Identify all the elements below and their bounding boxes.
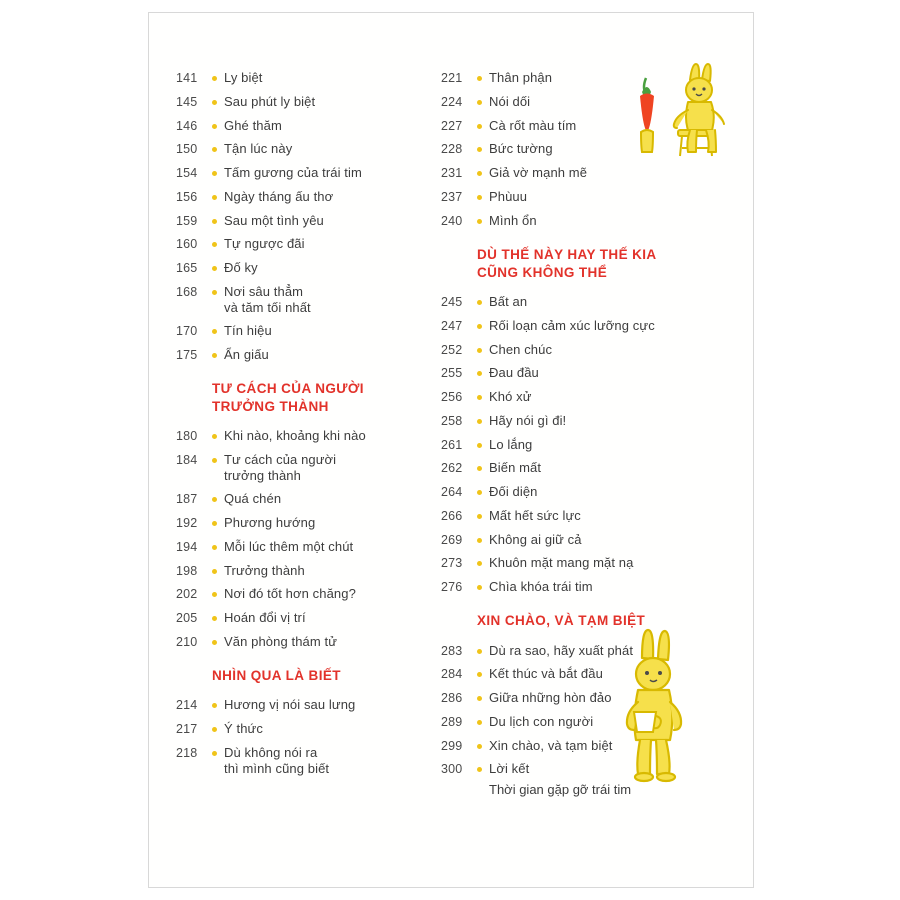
- toc-entry-title: Tận lúc này: [224, 141, 293, 157]
- toc-entry[interactable]: [441, 413, 691, 429]
- bullet-dot-icon: [212, 428, 224, 439]
- toc-page-number: 159: [176, 213, 198, 228]
- bullet-dot-icon: [477, 94, 489, 105]
- bullet-dot-icon: [477, 714, 489, 725]
- toc-section-heading-line1: DÙ THẾ NÀY HAY THẾ KIA: [477, 246, 657, 262]
- toc-page-number: 150: [176, 142, 198, 157]
- toc-entry-title: Thân phận: [489, 70, 553, 85]
- toc-entry-title: Cà rốt màu tím: [489, 117, 577, 133]
- rabbit-holding-cup-illustration: [600, 628, 710, 788]
- toc-section-heading-line1: XIN CHÀO, VÀ TẠM BIỆT: [477, 613, 646, 629]
- toc-entry[interactable]: [441, 437, 691, 453]
- toc-entry[interactable]: [176, 236, 426, 252]
- bullet-dot-icon: [212, 260, 224, 271]
- toc-page-number: 202: [176, 587, 198, 602]
- toc-page-number: 221: [441, 71, 463, 85]
- toc-page-number: 210: [176, 634, 198, 649]
- bullet-dot-icon: [212, 610, 224, 621]
- bullet-dot-icon: [477, 643, 489, 654]
- toc-entry[interactable]: [176, 118, 426, 134]
- toc-entry[interactable]: [176, 491, 426, 507]
- toc-entry[interactable]: [441, 318, 691, 334]
- bullet-dot-icon: [212, 745, 224, 756]
- toc-entry-title: Đau đầu: [489, 365, 539, 381]
- toc-entry-title: Hương vị nói sau lưng: [224, 697, 356, 713]
- toc-page-number: 258: [441, 413, 463, 428]
- toc-page-number: 192: [176, 516, 198, 531]
- toc-entry[interactable]: [176, 745, 426, 777]
- toc-page-number: 218: [176, 745, 198, 760]
- bullet-dot-icon: [477, 579, 489, 590]
- bullet-dot-icon: [477, 437, 489, 448]
- toc-entry[interactable]: [441, 579, 691, 595]
- toc-entry-title: [224, 452, 426, 484]
- toc-entry-title: Lo lắng: [489, 436, 533, 452]
- toc-entry-title: Phùuu: [489, 188, 528, 204]
- toc-entry[interactable]: [176, 697, 426, 713]
- bullet-dot-icon: [212, 118, 224, 129]
- toc-entry-title-line2: và tăm tối nhất: [224, 299, 311, 315]
- toc-entry-title: Kết thúc và bắt đầu: [489, 666, 603, 682]
- bullet-dot-icon: [212, 697, 224, 708]
- toc-entry[interactable]: [176, 260, 426, 276]
- toc-entry[interactable]: [176, 428, 426, 444]
- toc-page-number: 256: [441, 390, 463, 405]
- toc-entry[interactable]: [176, 165, 426, 181]
- toc-page-number: 266: [441, 508, 463, 523]
- toc-entry-title: Ngày tháng ấu thơ: [224, 188, 334, 204]
- toc-entry-title: Trưởng thành: [224, 562, 305, 578]
- bullet-dot-icon: [212, 284, 224, 295]
- toc-entry-title: Chen chúc: [489, 341, 553, 357]
- toc-page-number: 299: [441, 738, 463, 753]
- bullet-dot-icon: [477, 666, 489, 677]
- toc-page-number: 198: [176, 563, 198, 578]
- toc-page-number: 194: [176, 539, 198, 554]
- bullet-dot-icon: [212, 634, 224, 645]
- bullet-dot-icon: [477, 555, 489, 566]
- toc-page-number: 255: [441, 366, 463, 381]
- toc-entry-title-line1: Nơi sâu thẳm: [224, 283, 304, 299]
- toc-page-number: 300: [441, 762, 463, 777]
- toc-entry[interactable]: [176, 141, 426, 157]
- toc-page-number: 141: [176, 71, 198, 85]
- toc-page-number: 154: [176, 166, 198, 180]
- toc-page-number: 264: [441, 485, 463, 500]
- toc-entry-title: Xin chào, và tạm biệt: [489, 737, 613, 753]
- toc-entry-title: Ẩn giấu: [224, 346, 269, 362]
- bullet-dot-icon: [477, 413, 489, 424]
- toc-page-number: 240: [441, 213, 463, 228]
- toc-entry-title: Dù ra sao, hãy xuất phát: [489, 642, 634, 658]
- toc-page-number: 237: [441, 189, 463, 204]
- bullet-dot-icon: [212, 213, 224, 224]
- toc-entry[interactable]: [176, 586, 426, 602]
- toc-entry-title: Sau phút ly biệt: [224, 93, 316, 109]
- toc-entry-title: Chìa khóa trái tim: [489, 579, 593, 595]
- toc-entry-title: Bất an: [489, 294, 528, 310]
- toc-subtitle-line: Thời gian gặp gỡ trái tim: [489, 782, 632, 798]
- toc-page-number: 284: [441, 667, 463, 682]
- bullet-dot-icon: [477, 761, 489, 772]
- toc-entry-title: Giữa những hòn đảo: [489, 690, 612, 706]
- toc-page-number: 227: [441, 118, 463, 133]
- toc-page-number: 180: [176, 429, 198, 444]
- toc-page-number: 276: [441, 580, 463, 595]
- toc-entry-title: Biến mất: [489, 460, 542, 476]
- bullet-dot-icon: [212, 721, 224, 732]
- bullet-dot-icon: [212, 452, 224, 463]
- toc-entry-title: Phương hướng: [224, 515, 316, 531]
- toc-page-number: 224: [441, 94, 463, 109]
- toc-entry-title: Khó xử: [489, 389, 532, 405]
- toc-entry-title: Rối loạn cảm xúc lưỡng cực: [489, 317, 655, 333]
- toc-entry-title: Hãy nói gì đi!: [489, 412, 567, 428]
- toc-entry-title: [224, 745, 426, 777]
- toc-section-heading: [441, 246, 691, 282]
- toc-entry-title-line2: trưởng thành: [224, 468, 301, 484]
- toc-entry[interactable]: [176, 70, 426, 86]
- toc-entry-title: Ly biệt: [224, 70, 263, 85]
- toc-page-number: 286: [441, 691, 463, 706]
- bullet-dot-icon: [477, 189, 489, 200]
- toc-entry-title: Văn phòng thám tử: [224, 633, 338, 649]
- toc-entry[interactable]: [176, 610, 426, 626]
- toc-page-number: 187: [176, 492, 198, 507]
- bullet-dot-icon: [477, 365, 489, 376]
- toc-page-number: 205: [176, 611, 198, 626]
- bullet-dot-icon: [477, 484, 489, 495]
- toc-entry[interactable]: [176, 284, 426, 316]
- toc-entry-title: Mỗi lúc thêm một chút: [224, 538, 354, 554]
- toc-entry-title: Hoán đổi vị trí: [224, 610, 306, 626]
- toc-entry-title: Tín hiệu: [224, 322, 272, 338]
- toc-page-number: 231: [441, 166, 463, 180]
- bullet-dot-icon: [212, 70, 224, 81]
- toc-entry[interactable]: [176, 323, 426, 339]
- toc-page-number: 245: [441, 295, 463, 310]
- toc-page-number: 156: [176, 189, 198, 204]
- toc-page-number: 165: [176, 261, 198, 275]
- bullet-dot-icon: [212, 563, 224, 574]
- bullet-dot-icon: [477, 118, 489, 129]
- toc-entry-title: Mình ổn: [489, 212, 537, 228]
- toc-column-left: [176, 70, 426, 784]
- toc-entry-title: Nói dối: [489, 93, 531, 109]
- toc-entry[interactable]: [441, 342, 691, 358]
- toc-entry-title: Nơi đó tốt hơn chăng?: [224, 586, 356, 602]
- bullet-dot-icon: [477, 738, 489, 749]
- toc-entry[interactable]: [176, 539, 426, 555]
- bullet-dot-icon: [212, 165, 224, 176]
- toc-entry[interactable]: [441, 189, 691, 205]
- toc-page-number: 228: [441, 142, 463, 157]
- bullet-dot-icon: [212, 236, 224, 247]
- bullet-dot-icon: [212, 347, 224, 358]
- toc-entry[interactable]: [176, 515, 426, 531]
- toc-entry-title: Không ai giữ cả: [489, 531, 582, 547]
- bullet-dot-icon: [212, 539, 224, 550]
- toc-entry-title: Sau một tình yêu: [224, 212, 324, 228]
- toc-entry[interactable]: [441, 213, 691, 229]
- toc-page-number: 252: [441, 342, 463, 357]
- bullet-dot-icon: [477, 70, 489, 81]
- toc-entry[interactable]: [441, 389, 691, 405]
- bullet-dot-icon: [477, 165, 489, 176]
- bullet-dot-icon: [477, 213, 489, 224]
- toc-entry-title: Khi nào, khoảng khi nào: [224, 428, 366, 444]
- toc-entry-title: Giả vờ mạnh mẽ: [489, 165, 588, 180]
- bullet-dot-icon: [212, 586, 224, 597]
- toc-page-number: 170: [176, 323, 198, 338]
- toc-entry-title: Du lịch con người: [489, 713, 594, 729]
- toc-page-number: 184: [176, 453, 198, 468]
- rabbit-sitting-with-carrot-illustration: [620, 62, 740, 172]
- toc-entry[interactable]: [176, 563, 426, 579]
- toc-section-heading-line2: TRƯỞNG THÀNH: [212, 399, 329, 415]
- toc-page-number: 217: [176, 722, 198, 737]
- bullet-dot-icon: [477, 294, 489, 305]
- toc-page-number: 175: [176, 347, 198, 362]
- toc-entry-title: Khuôn mặt mang mặt nạ: [489, 555, 634, 571]
- toc-entry[interactable]: [176, 634, 426, 650]
- bullet-dot-icon: [212, 189, 224, 200]
- toc-page-number: 289: [441, 714, 463, 729]
- bullet-dot-icon: [477, 389, 489, 400]
- toc-page-number: 262: [441, 461, 463, 476]
- bullet-dot-icon: [477, 141, 489, 152]
- toc-page-number: 261: [441, 437, 463, 452]
- toc-entry-title: Quá chén: [224, 491, 282, 507]
- toc-page-number: 160: [176, 237, 198, 252]
- toc-entry[interactable]: [441, 460, 691, 476]
- toc-entry-title-line1: Tư cách của người: [224, 452, 337, 468]
- bullet-dot-icon: [477, 690, 489, 701]
- toc-section-heading-line1: TƯ CÁCH CỦA NGƯỜI: [212, 380, 364, 396]
- toc-entry[interactable]: [441, 365, 691, 381]
- toc-entry-title: Đối diện: [489, 484, 538, 500]
- toc-entry-title: Lời kết: [489, 761, 530, 777]
- toc-page-number: 269: [441, 532, 463, 547]
- bullet-dot-icon: [212, 141, 224, 152]
- toc-entry-title: Ghé thăm: [224, 117, 282, 133]
- toc-page-number: 283: [441, 643, 463, 658]
- toc-entry-title-line2: thì mình cũng biết: [224, 760, 330, 776]
- toc-entry-title: Tự ngược đãi: [224, 236, 305, 252]
- toc-section-heading: [176, 667, 426, 685]
- toc-page-number: 273: [441, 556, 463, 571]
- toc-entry[interactable]: [441, 484, 691, 500]
- bullet-dot-icon: [212, 515, 224, 526]
- bullet-dot-icon: [477, 532, 489, 543]
- bullet-dot-icon: [477, 342, 489, 353]
- bullet-dot-icon: [212, 94, 224, 105]
- toc-page-number: 247: [441, 318, 463, 333]
- toc-entry[interactable]: [176, 189, 426, 205]
- toc-page-number: 168: [176, 284, 198, 299]
- toc-entry-title: Ý thức: [224, 721, 263, 737]
- toc-page-number: 145: [176, 94, 198, 109]
- toc-entry[interactable]: [176, 347, 426, 363]
- toc-entry-title: Mất hết sức lực: [489, 507, 581, 523]
- toc-entry-title: Đố ky: [224, 260, 258, 275]
- bullet-dot-icon: [477, 508, 489, 519]
- bullet-dot-icon: [477, 318, 489, 329]
- toc-page-number: 146: [176, 118, 198, 133]
- toc-entry[interactable]: [441, 294, 691, 310]
- toc-section-heading: [176, 380, 426, 416]
- bullet-dot-icon: [212, 491, 224, 502]
- toc-entry[interactable]: [176, 94, 426, 110]
- toc-entry-title: Tấm gương của trái tim: [224, 165, 362, 180]
- toc-entry[interactable]: [176, 213, 426, 229]
- toc-section-heading-line2: CŨNG KHÔNG THỂ: [477, 264, 608, 280]
- bullet-dot-icon: [212, 323, 224, 334]
- toc-section-heading-line1: NHÌN QUA LÀ BIẾT: [212, 668, 341, 684]
- toc-entry[interactable]: [176, 452, 426, 484]
- toc-page-number: 214: [176, 698, 198, 713]
- toc-entry[interactable]: [441, 508, 691, 524]
- toc-entry[interactable]: [176, 721, 426, 737]
- toc-entry[interactable]: [441, 532, 691, 548]
- toc-entry[interactable]: [441, 555, 691, 571]
- toc-entry-title-line1: Dù không nói ra: [224, 744, 318, 760]
- toc-entry-title: [224, 284, 426, 316]
- toc-entry-title: Bức tường: [489, 141, 553, 157]
- bullet-dot-icon: [477, 460, 489, 471]
